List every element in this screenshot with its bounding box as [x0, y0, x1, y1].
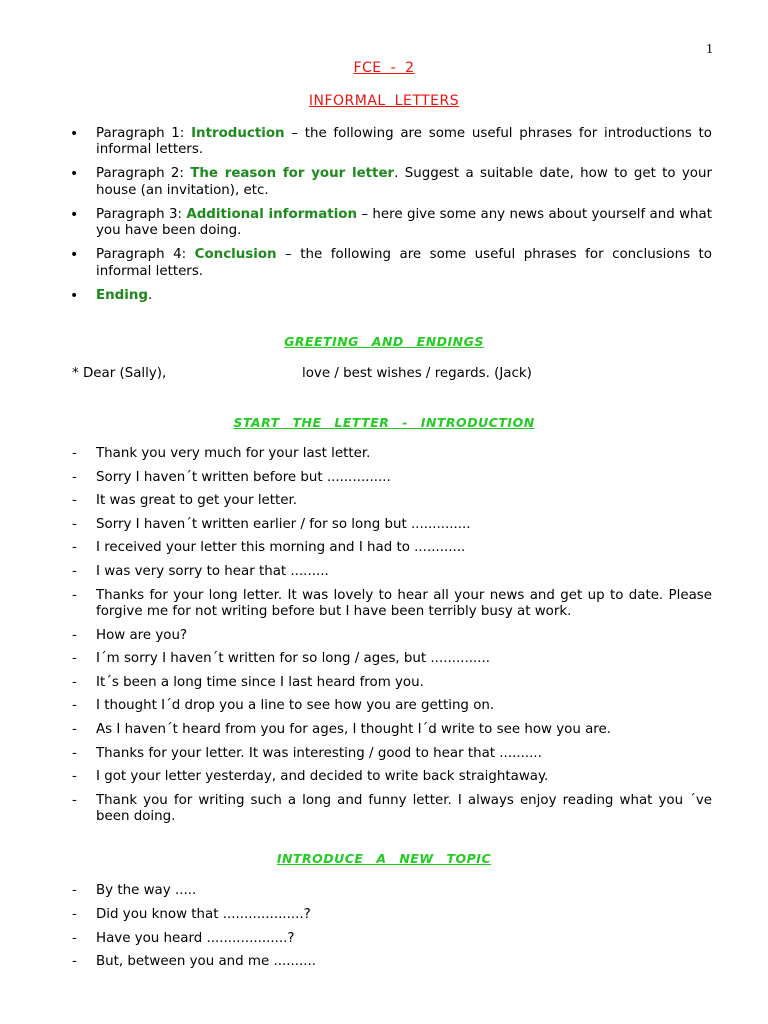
bullet-text: – here give some any news about yourself and what you have been doing. — [96, 206, 712, 239]
bullet-prefix: Paragraph 3: — [96, 206, 187, 222]
phrase-item: - Did you know that ...................? — [72, 907, 712, 923]
new-topic-phrases-list — [72, 883, 712, 978]
phrase-item: - As I haven´t heard from you for ages, I thought I´d write to see how you are. — [72, 722, 712, 738]
bullet-text: – the following are some useful phrases for introductions to informal letters. — [96, 126, 712, 158]
bullet-keyword: Introduction — [191, 126, 285, 141]
document-title: FCE - 2 — [353, 60, 415, 76]
phrase-item: - I got your letter yesterday, and decided to write back straightaway. — [72, 769, 712, 785]
bullet-item — [70, 126, 712, 159]
section-heading-greeting: GREETING AND ENDINGS — [284, 334, 484, 349]
phrase-item: - Thanks for your letter. It was interesting / good to hear that .......... — [72, 746, 712, 762]
phrase-item: - But, between you and me .......... — [72, 954, 712, 970]
page-number: 1 — [706, 42, 713, 57]
bullet-item — [70, 288, 712, 304]
section-heading-introduction: START THE LETTER - INTRODUCTION — [233, 415, 535, 430]
phrase-item: - I thought I´d drop you a line to see how you are getting on. — [72, 698, 712, 714]
phrase-item: - Thanks for your long letter. It was lovely to hear all your news and get up to date. Please forgive me for not writing before but I have been terribly busy at work. — [72, 588, 712, 621]
phrase-item: - Sorry I haven´t written earlier / for so long but .............. — [72, 517, 712, 533]
phrase-item: - I´m sorry I haven´t written for so long / ages, but .............. — [72, 651, 712, 667]
bullet-text: . Suggest a suitable date, how to get to your house (an invitation), etc. — [96, 166, 712, 198]
phrase-item: - It was great to get your letter. — [72, 493, 712, 509]
bullet-prefix: Paragraph 1: — [96, 126, 192, 141]
phrase-item: - Thank you for writing such a long and funny letter. I always enjoy reading what you ´ve been doing. — [72, 793, 712, 826]
phrase-item: - How are you? — [72, 628, 712, 644]
bullet-item — [70, 247, 712, 280]
document-subtitle: INFORMAL LETTERS — [308, 93, 460, 109]
bullet-item — [70, 166, 712, 199]
phrase-item: - Sorry I haven´t written before but ............... — [72, 470, 712, 486]
section-heading-new-topic: INTRODUCE A NEW TOPIC — [276, 851, 492, 866]
phrase-item: - I received your letter this morning and I had to ............ — [72, 540, 712, 556]
bullet-text: – the following are some useful phrases for conclusions to informal letters. — [96, 247, 713, 279]
introduction-phrases-list — [72, 446, 712, 833]
phrase-item: - I was very sorry to hear that ......... — [72, 564, 712, 580]
greeting-line — [72, 366, 712, 382]
bullet-item — [70, 207, 712, 240]
bullet-prefix: Paragraph 4: — [96, 247, 195, 263]
bullet-keyword: Conclusion — [194, 247, 277, 263]
phrase-item: - Have you heard ...................? — [72, 931, 712, 947]
phrase-item: - Thank you very much for your last letter. — [72, 446, 712, 462]
bullet-keyword: Additional information — [186, 206, 358, 222]
phrase-item: - It´s been a long time since I last heard from you. — [72, 675, 712, 691]
bullet-text: . — [147, 287, 153, 303]
greeting-closing: love / best wishes / regards. (Jack) — [302, 366, 532, 381]
phrase-item: - By the way ..... — [72, 883, 712, 899]
bullet-keyword: Ending — [96, 287, 148, 303]
bullet-prefix: Paragraph 2: — [96, 166, 191, 182]
paragraph-structure-list — [70, 126, 712, 312]
bullet-keyword: The reason for your letter — [190, 166, 395, 182]
greeting-opening: * Dear (Sally), — [72, 366, 167, 381]
